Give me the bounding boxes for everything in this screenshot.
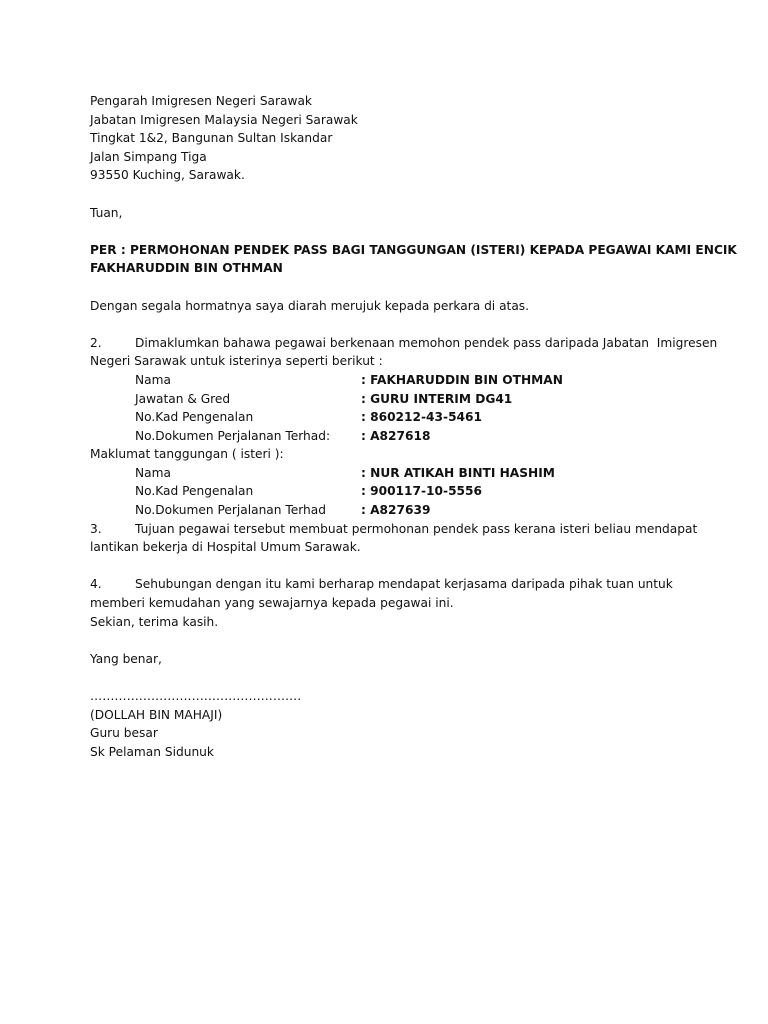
paragraph-4 [90, 575, 690, 612]
detail-value: : A827639 [361, 503, 431, 518]
subject-line: FAKHARUDDIN BIN OTHMAN [90, 261, 283, 276]
spacer [90, 668, 690, 687]
salutation: Tuan, [90, 205, 123, 220]
paragraph-number: 4. [90, 577, 102, 592]
signatory-school: Sk Pelaman Sidunuk [90, 744, 214, 759]
sign-off: Yang benar, [90, 651, 162, 666]
spacer [90, 631, 690, 650]
recipient-line: Jabatan Imigresen Malaysia Negeri Sarawak [90, 112, 358, 127]
recipient-line: Pengarah Imigresen Negeri Sarawak [90, 94, 312, 108]
spacer [90, 185, 690, 204]
detail-label: Jawatan & Gred [135, 391, 231, 406]
recipient-line: Jalan Simpang Tiga [90, 149, 207, 164]
spacer [90, 222, 690, 241]
dependent-heading: Maklumat tanggungan ( isteri ): [90, 447, 284, 462]
detail-label: No.Dokumen Perjalanan Terhad: [135, 428, 331, 443]
recipient-line: 93550 Kuching, Sarawak. [90, 168, 245, 183]
spacer [90, 278, 690, 297]
detail-label: No.Dokumen Perjalanan Terhad [135, 503, 326, 518]
signature-line: ……………………………………………. [90, 689, 302, 703]
detail-label: Nama [135, 372, 171, 387]
paragraph-text: Negeri Sarawak untuk isterinya seperti berikut : [90, 354, 383, 369]
detail-row [90, 408, 690, 427]
paragraph-3 [90, 520, 698, 557]
detail-label: No.Kad Pengenalan [135, 410, 254, 425]
detail-row [90, 390, 690, 409]
detail-value: : NUR ATIKAH BINTI HASHIM [361, 465, 555, 480]
detail-value: : 900117-10-5556 [361, 484, 482, 499]
detail-value: : 860212-43-5461 [361, 410, 482, 425]
detail-value: : GURU INTERIM DG41 [361, 391, 513, 406]
detail-row [90, 464, 690, 483]
subject [90, 241, 737, 278]
paragraph-2 [90, 334, 718, 371]
detail-label: Nama [135, 465, 171, 480]
signatory-name: (DOLLAH BIN MAHAJI) [90, 707, 223, 722]
paragraph-text: lantikan bekerja di Hospital Umum Sarawak. [90, 540, 361, 555]
detail-label: No.Kad Pengenalan [135, 484, 254, 499]
closing-thanks: Sekian, terima kasih. [90, 614, 219, 629]
detail-value: : FAKHARUDDIN BIN OTHMAN [361, 372, 563, 387]
dependent-details [90, 464, 690, 520]
detail-value: : A827618 [361, 428, 431, 443]
paragraph-text: Sehubungan dengan itu kami berharap mendapat kerjasama daripada pihak tuan untuk [135, 577, 673, 592]
detail-row [90, 482, 690, 501]
spacer [90, 315, 690, 334]
detail-row [90, 427, 690, 446]
paragraph-number: 2. [90, 335, 102, 350]
letter-body [90, 92, 737, 761]
officer-details [90, 371, 690, 445]
subject-line: PER : PERMOHONAN PENDEK PASS BAGI TANGGUNGAN (ISTERI) KEPADA PEGAWAI KAMI ENCIK [90, 242, 737, 257]
signatory-title: Guru besar [90, 726, 158, 741]
spacer [90, 557, 690, 576]
paragraph-number: 3. [90, 521, 102, 536]
detail-row [90, 501, 690, 520]
signature-block [90, 687, 690, 761]
paragraph-text: Dimaklumkan bahawa pegawai berkenaan memohon pendek pass daripada Jabatan Imigresen [135, 335, 718, 350]
opening-paragraph: Dengan segala hormatnya saya diarah merujuk kepada perkara di atas. [90, 298, 530, 313]
paragraph-text: Tujuan pegawai tersebut membuat permohonan pendek pass kerana isteri beliau mendapat [135, 521, 698, 536]
paragraph-text: memberi kemudahan yang sewajarnya kepada pegawai ini. [90, 596, 454, 611]
detail-row [90, 371, 690, 390]
recipient-line: Tingkat 1&2, Bangunan Sultan Iskandar [90, 131, 333, 146]
recipient-address [90, 92, 690, 185]
